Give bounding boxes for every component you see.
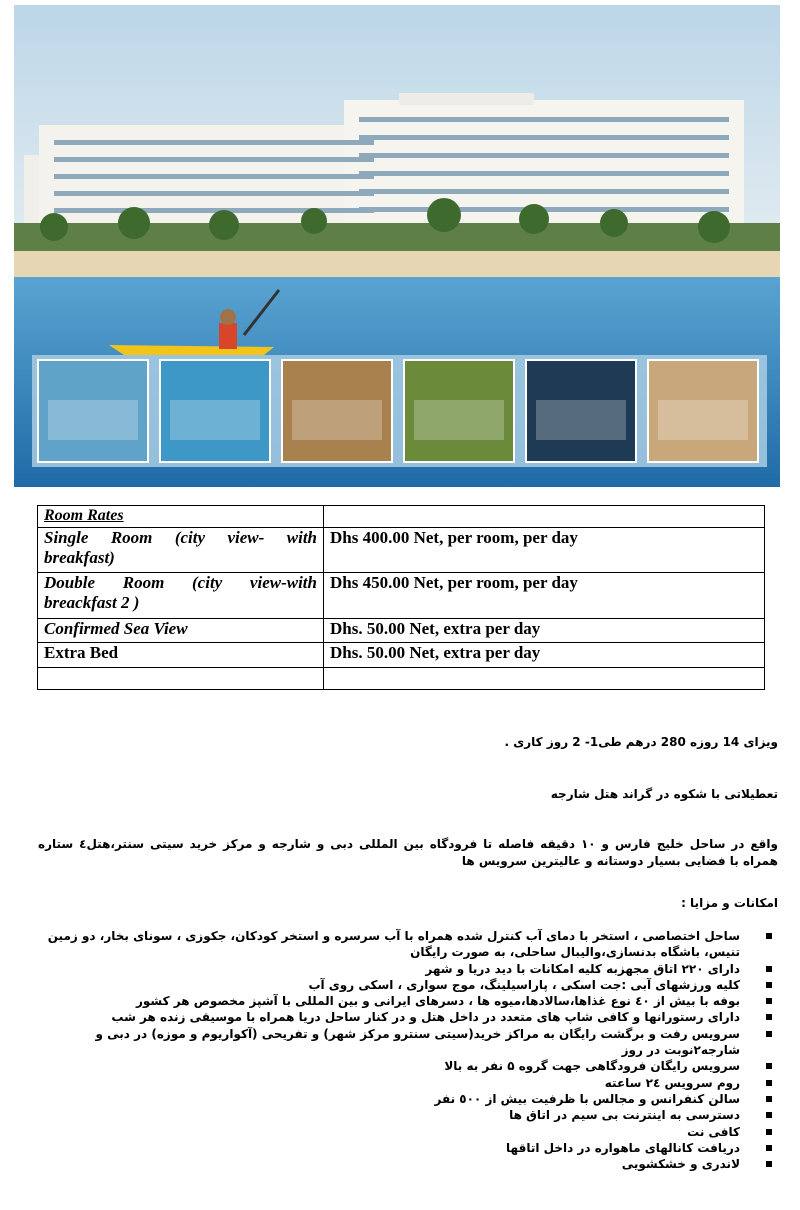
water-slide-photo-detail — [48, 400, 138, 440]
cafe-terrace-photo-detail — [292, 400, 382, 440]
amenity-item: سرویس رفت و برگشت رایگان به مراکز خرید(سیتی سنترو مرکز شهر) و تفریحی (آکواریوم و موزه) در دبی و شارجه۲نوبت در روز — [28, 1026, 778, 1059]
room-price: Dhs. 50.00 Net, extra per day — [324, 619, 765, 643]
amenities-list — [28, 928, 778, 1172]
amenity-item: روم سرویس ۲٤ ساعته — [28, 1075, 778, 1091]
table-row — [38, 572, 765, 619]
room-price: Dhs 400.00 Net, per room, per day — [324, 528, 765, 572]
bedroom-photo-detail — [658, 400, 748, 440]
amenity-item: لاندری و خشکشویی — [28, 1156, 778, 1172]
visa-line: ویزای 14 روزه 280 درهم طی1- 2 روز کاری . — [504, 735, 778, 749]
amenities-title: امکانات و مزایا : — [681, 896, 778, 910]
room-rates-table — [37, 505, 765, 690]
billiards-room-photo-detail — [414, 400, 504, 440]
amenity-item: دریافت کانالهای ماهواره در داخل اتاقها — [28, 1140, 778, 1156]
amenity-item: دارای ۲۲۰ اتاق مجهزبه کلیه امکانات با دید دریا و شهر — [28, 961, 778, 977]
room-price: Dhs 450.00 Net, per room, per day — [324, 572, 765, 619]
table-row — [38, 643, 765, 667]
room-type: Extra Bed — [38, 643, 324, 667]
amenity-item: کافی نت — [28, 1124, 778, 1140]
amenity-item: سالن کنفرانس و مجالس با ظرفیت بیش از ٥٠٠ نفر — [28, 1091, 778, 1107]
amenity-item: بوفه با بیش از ٤٠ نوع غذاها،سالادها،میوه ها ، دسرهای ایرانی و بین المللی با آشپز مخصوص هر کشور — [28, 993, 778, 1009]
rates-header-empty — [324, 506, 765, 528]
kids-pool-photo-detail — [170, 400, 260, 440]
beach-sand — [14, 251, 780, 279]
hotel-collage-illustration — [14, 5, 780, 487]
headline: تعطیلاتی با شکوه در گراند هتل شارجه — [550, 787, 778, 801]
hotel-hero-image — [14, 5, 780, 487]
room-type: Single Room (city view- with breakfast) — [38, 528, 324, 572]
amenity-item: دسترسی به اینترنت بی سیم در اتاق ها — [28, 1107, 778, 1123]
amenity-item: کلیه ورزشهای آبی :جت اسکی ، پاراسیلینگ، موج سواری ، اسکی روی آب — [28, 977, 778, 993]
room-type: Confirmed Sea View — [38, 619, 324, 643]
table-row — [38, 667, 765, 689]
intro-paragraph: واقع در ساحل خلیج فارس و ۱۰ دقیقه فاصله تا فرودگاه بین المللی دبی و شارجه و مرکز خرید سیتی سنتر،هتل٤ ستاره همراه با فضایی بسیار دوستانه و عالیترین سرویس ها — [38, 837, 778, 868]
empty-cell — [38, 667, 324, 689]
room-type: Double Room (city view-with breackfast 2 ) — [38, 572, 324, 619]
room-price: Dhs. 50.00 Net, extra per day — [324, 643, 765, 667]
amenity-item: سرویس رایگان فرودگاهی جهت گروه ۵ نفر به بالا — [28, 1058, 778, 1074]
empty-cell — [324, 667, 765, 689]
amenity-item: ساحل اختصاصی ، استخر با دمای آب کنترل شده همراه با آب سرسره و استخر کودکان، جکوزی ، سونای بخار، دو زمین تنیس، باشگاه بدنسازی،والیبال ساحلی، به صورت رایگان — [28, 928, 778, 961]
table-row — [38, 528, 765, 572]
table-row — [38, 506, 765, 528]
table-row — [38, 619, 765, 643]
rates-header: Room Rates — [38, 506, 324, 528]
amenity-item: دارای رستورانها و کافی شاپ های متعدد در داخل هتل و در کنار ساحل دریا همراه با موسیقی زنده هر شب — [28, 1009, 778, 1025]
night-pool-photo-detail — [536, 400, 626, 440]
